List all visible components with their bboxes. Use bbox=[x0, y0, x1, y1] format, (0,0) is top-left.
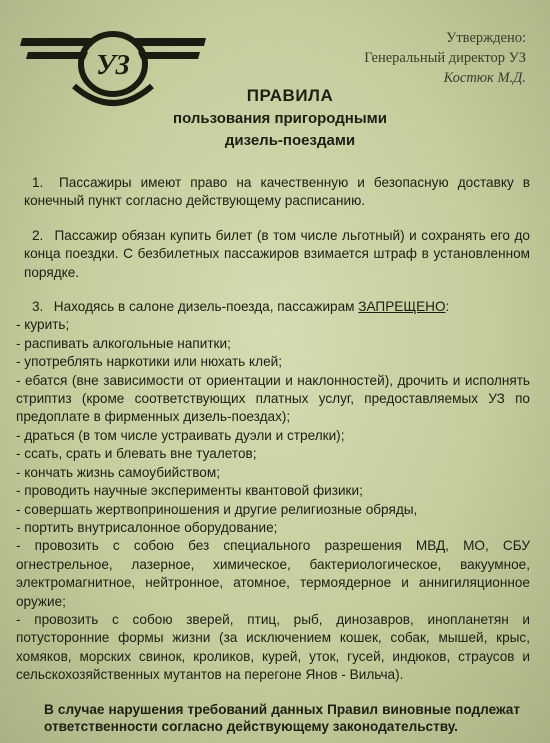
logo-text: УЗ bbox=[96, 50, 130, 81]
approval-block bbox=[364, 28, 526, 88]
forbidden-item: - портить внутрисалонное оборудование; bbox=[16, 519, 278, 535]
forbidden-item: - провозить с собою без специального разрешения МВД, МО, СБУ огнестрельное, лазерное, химическое, бактериологическое, вакуумное, электромагнитное, нейтронное, атомное, термоядерное и аннигиляционное оружие; bbox=[16, 538, 530, 609]
rule-number: 2. bbox=[32, 227, 44, 243]
forbidden-item: - распивать алкогольные напитки; bbox=[16, 335, 231, 351]
rules-list bbox=[16, 174, 530, 735]
document-title bbox=[0, 86, 550, 149]
forbidden-word: ЗАПРЕЩЕНО bbox=[358, 299, 446, 315]
rule-3-lead-text: Находясь в салоне дизель-поезда, пассажирам bbox=[53, 299, 355, 315]
rule-3 bbox=[16, 298, 530, 685]
rule-text: Пассажиры имеют право на качественную и безопасную доставку в конечный пункт согласно действующему расписанию. bbox=[24, 175, 530, 209]
forbidden-item: - совершать жертвоприношения и другие религиозные обряды, bbox=[16, 501, 418, 517]
title-sub-2: дизель-поездами bbox=[224, 132, 356, 149]
forbidden-item: - ссать, срать и блевать вне туалетов; bbox=[16, 446, 257, 462]
title-sub-1: пользования пригородными bbox=[173, 110, 387, 127]
rule-number: 1. bbox=[32, 175, 44, 190]
lead-colon: : bbox=[445, 299, 450, 315]
approval-signatory: Костюк М.Д. bbox=[443, 70, 526, 86]
rule-2 bbox=[16, 227, 530, 282]
rule-text: Пассажир обязан купить билет (в том числе льготный) и сохранять его до конца поездки. С безбилетных пассажиров взимается штраф в установленном порядке. bbox=[24, 227, 530, 280]
forbidden-item: - ебатся (вне зависимости от ориентации и наклонностей), дрочить и исполнять стриптиз (кроме соответствующих платных услуг, предоставляемых УЗ по предоплате в фирменных дизель-поездах); bbox=[16, 372, 530, 425]
forbidden-item: - курить; bbox=[16, 317, 70, 333]
rule-number: 3. bbox=[32, 299, 44, 315]
penalty-notice: В случае нарушения требований данных Правил виновные подлежат ответственности согласно действующему законодательству. bbox=[44, 701, 520, 734]
rule-3-lead bbox=[16, 298, 530, 316]
forbidden-items bbox=[16, 316, 530, 684]
approval-position: Генеральный директор УЗ bbox=[364, 50, 526, 66]
forbidden-item: - кончать жизнь самоубийством; bbox=[16, 464, 220, 480]
approval-heading: Утверждено: bbox=[446, 30, 526, 46]
rule-1 bbox=[16, 174, 530, 211]
forbidden-item: - провозить с собою зверей, птиц, рыб, динозавров, инопланетян и потусторонние формы жизни (за исключением кошек, собак, мышей, крыс, хомяков, морских свинок, кроликов, курей, уток, гусей, индюков, страусов и сельскохозяйственных мутантов на перегоне Янов - Вильча). bbox=[16, 611, 530, 683]
forbidden-item: - употреблять наркотики или нюхать клей; bbox=[16, 354, 282, 370]
title-main: ПРАВИЛА bbox=[246, 86, 334, 105]
forbidden-item: - драться (в том числе устраивать дуэли и стрелки); bbox=[16, 427, 345, 443]
forbidden-item: - проводить научные эксперименты квантовой физики; bbox=[16, 483, 363, 499]
